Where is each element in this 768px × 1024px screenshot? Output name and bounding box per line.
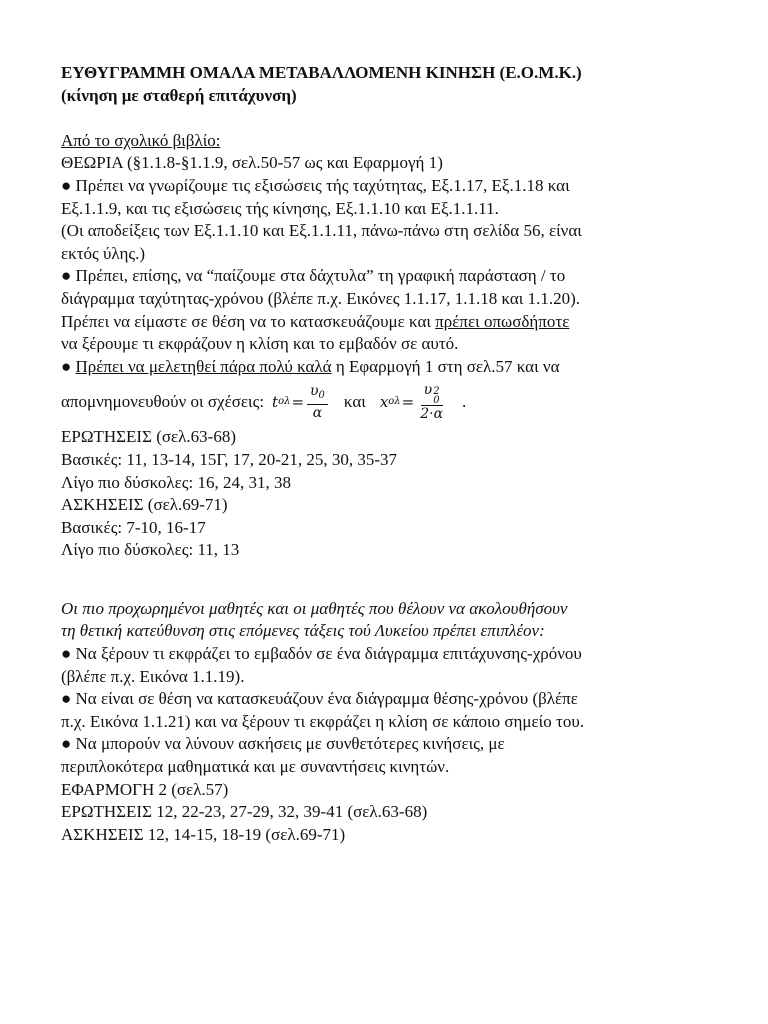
formula-end-period: . [462,392,467,412]
document-subtitle: (κίνηση με σταθερή επιτάχυνση) [61,85,297,105]
advanced-questions-line: ΕΡΩΤΗΣΕΙΣ 12, 22-23, 27-29, 32, 39-41 (σελ.63-68) [61,802,428,822]
formula-line [61,378,721,426]
formula-subscript: ολ [388,396,401,408]
bullet-equations-line2: Εξ.1.1.9, και τις εξισώσεις τής κίνησης, Εξ.1.1.10 και Εξ.1.1.11. [61,198,499,218]
advanced-bullet3-line2: περιπλοκότερα μαθηματικά και με συναντήσεις κινητών. [61,757,450,777]
exercises-harder: Λίγο πιο δύσκολες: 11, 13 [61,540,240,560]
advanced-bullet1-line1: ● Να ξέρουν τι εκφράζει το εμβαδόν σε ένα διάγραμμα επιτάχυνσης-χρόνου [61,644,582,664]
note-proofs-line2: εκτός ύλης.) [61,243,146,263]
exercises-basic: Βασικές: 7-10, 16-17 [61,517,206,537]
blank-space [61,562,721,598]
bullet-marker: ● [61,356,76,376]
blank-line [61,107,721,130]
questions-basic: Βασικές: 11, 13-14, 15Γ, 17, 20-21, 25, 30, 35-37 [61,449,398,469]
bullet-graph-line1: ● Πρέπει, επίσης, να “παίζουμε στα δάχτυλα” τη γραφική παράσταση / το [61,266,566,286]
formula-subscript: ολ [278,396,291,408]
formula-variable-t: t [272,393,279,412]
exercises-heading: ΑΣΚΗΣΕΙΣ (σελ.69-71) [61,495,228,515]
fraction-numerator: υ 2 0 [421,382,443,406]
bullet-application-text: η Εφαρμογή 1 στη σελ.57 και να [331,356,560,376]
application2-line: ΕΦΑΡΜΟΓΗ 2 (σελ.57) [61,779,229,799]
document-title: ΕΥΘΥΓΡΑΜΜΗ ΟΜΑΛΑ ΜΕΤΑΒΑΛΛΟΜΕΝΗ ΚΙΝΗΣΗ (Ε.Ο.Μ.Κ.) [61,63,582,82]
advanced-intro-line2: τη θετική κατεύθυνση στις επόμενες τάξεις τού Λυκείου πρέπει επιπλέον: [61,621,545,641]
fraction-t [307,383,328,422]
fraction-denominator: α [312,404,323,421]
formula-variable-x: x [379,393,389,412]
formula-prefix: απομνημονευθούν οι σχέσεις: [61,392,265,412]
formula-total-distance: x ολ = υ 2 0 2·α [380,382,448,423]
bullet-graph-line4: να ξέρουμε τι εκφράζουν η κλίση και το εμβαδόν σε αυτό. [61,334,459,354]
fraction-denominator: 2·α [420,405,444,422]
fraction-x [417,382,446,423]
advanced-bullet1-line2: (βλέπε π.χ. Εικόνα 1.1.19). [61,666,245,686]
bullet-application-line [61,356,721,379]
advanced-bullet3-line1: ● Να μπορούν να λύνουν ασκήσεις με συνθετότερες κινήσεις, με [61,734,505,754]
advanced-intro-line1: Οι πιο προχωρημένοι μαθητές και οι μαθητές που θέλουν να ακολουθήσουν [61,598,568,618]
advanced-bullet2-line1: ● Να είναι σε θέση να κατασκευάζουν ένα διάγραμμα θέσης-χρόνου (βλέπε [61,689,578,709]
formula-and: και [343,392,366,412]
advanced-exercises-line: ΑΣΚΗΣΕΙΣ 12, 14-15, 18-19 (σελ.69-71) [61,824,346,844]
questions-harder: Λίγο πιο δύσκολες: 16, 24, 31, 38 [61,472,291,492]
bullet-graph-line3 [61,311,721,334]
note-proofs-line1: (Οι αποδείξεις των Εξ.1.1.10 και Εξ.1.1.11, πάνω-πάνω στη σελίδα 56, είναι [61,221,582,241]
bullet-graph-line3-text: Πρέπει να είμαστε σε θέση να το κατασκευάζουμε και [61,311,436,331]
bullet-graph-line2: διάγραμμα ταχύτητας-χρόνου (βλέπε π.χ. Εικόνες 1.1.17, 1.1.18 και 1.1.20). [61,288,581,308]
questions-heading: ΕΡΩΤΗΣΕΙΣ (σελ.63-68) [61,427,236,447]
document-page [61,62,721,846]
advanced-bullet2-line2: π.χ. Εικόνα 1.1.21) και να ξέρουν τι εκφράζει η κλίση σε κάποιο σημείο του. [61,711,584,731]
bullet-application-emphasis: Πρέπει να μελετηθεί πάρα πολύ καλά [75,356,332,376]
fraction-numerator: $\upsilon_0$ [307,383,328,405]
bullet-equations-line1: ● Πρέπει να γνωρίζουμε τις εξισώσεις τής ταχύτητας, Εξ.1.17, Εξ.1.18 και [61,175,570,195]
formula-total-time: t ολ = $\frac{\upsilon_0}{\alpha}$ [272,383,330,422]
section-heading-textbook: Από το σχολικό βιβλίο: [61,130,221,150]
theory-line: ΘΕΩΡΙΑ (§1.1.8-§1.1.9, σελ.50-57 ως και Εφαρμογή 1) [61,153,443,173]
bullet-graph-emphasis: πρέπει οπωσδήποτε [435,311,570,331]
